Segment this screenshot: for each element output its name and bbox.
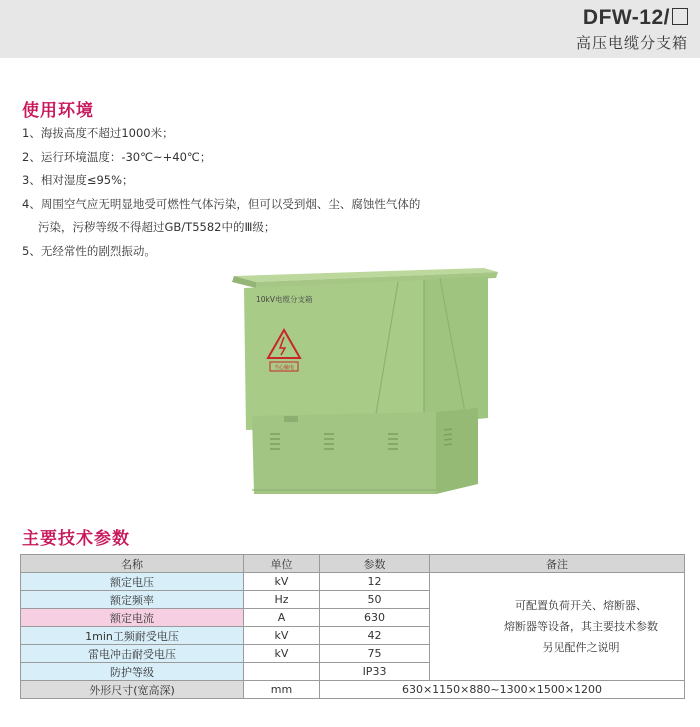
cabinet-upper-side (424, 276, 488, 424)
remark-cell (430, 573, 685, 681)
col-header-unit: 单位 (244, 555, 320, 573)
condition-item: 1、海拔高度不超过1000米； (22, 126, 174, 140)
param-name: 额定电压 (21, 573, 244, 591)
product-subtitle: 高压电缆分支箱 (575, 34, 688, 52)
param-unit: kV (244, 573, 320, 591)
param-name: 额定频率 (21, 591, 244, 609)
remark-line: 另见配件之说明 (542, 641, 620, 654)
param-unit: mm (244, 681, 320, 699)
model-number: DFW-12/ (583, 6, 688, 30)
specs-title: 主要技术参数 (22, 529, 130, 549)
param-value: 630 (320, 609, 430, 627)
param-name: 额定电流 (21, 609, 244, 627)
condition-item: 2、运行环境温度：-30℃~+40℃； (22, 149, 212, 164)
model-box-placeholder (672, 8, 688, 25)
conditions-list (22, 122, 482, 263)
param-value: IP33 (320, 663, 430, 681)
table-row-dimensions (21, 681, 685, 699)
param-name: 外形尺寸(宽高深) (21, 681, 244, 699)
table-header-row (21, 555, 685, 573)
remark-line: 可配置负荷开关、熔断器、 (515, 599, 647, 612)
cabinet-base-front (252, 412, 436, 494)
spec-table (20, 554, 685, 699)
table-row (21, 573, 685, 591)
conditions-title: 使用环境 (22, 101, 94, 121)
header-bar (0, 0, 700, 58)
cable-branch-box-image (226, 258, 502, 506)
param-unit: A (244, 609, 320, 627)
param-unit (244, 663, 320, 681)
cabinet-base-side (436, 408, 478, 494)
param-value: 75 (320, 645, 430, 663)
col-header-value: 参数 (320, 555, 430, 573)
param-name: 防护等级 (21, 663, 244, 681)
cabinet-label: 10kV电缆分支箱 (256, 295, 313, 304)
remark-line: 熔断器等设备，其主要技术参数 (504, 620, 658, 633)
param-name: 雷电冲击耐受电压 (21, 645, 244, 663)
param-value: 630×1150×880~1300×1500×1200 (320, 681, 685, 699)
param-value: 50 (320, 591, 430, 609)
param-value: 12 (320, 573, 430, 591)
warning-label: 当心触电 (273, 365, 295, 371)
param-unit: kV (244, 627, 320, 645)
param-unit: Hz (244, 591, 320, 609)
param-value: 42 (320, 627, 430, 645)
condition-item: 3、相对湿度≤95%； (22, 173, 134, 187)
condition-item: 5、无经常性的剧烈振动。 (22, 243, 156, 258)
condition-item: 4、周围空气应无明显地受可燃性气体污染，但可以受到烟、尘、腐蚀性气体的 (22, 196, 421, 211)
col-header-name: 名称 (21, 555, 244, 573)
param-unit: kV (244, 645, 320, 663)
condition-item-continued: 污染，污秽等级不得超过GB/T5582中的Ⅲ级； (38, 220, 276, 234)
col-header-remark: 备注 (430, 555, 685, 573)
param-name: 1min工频耐受电压 (21, 627, 244, 645)
